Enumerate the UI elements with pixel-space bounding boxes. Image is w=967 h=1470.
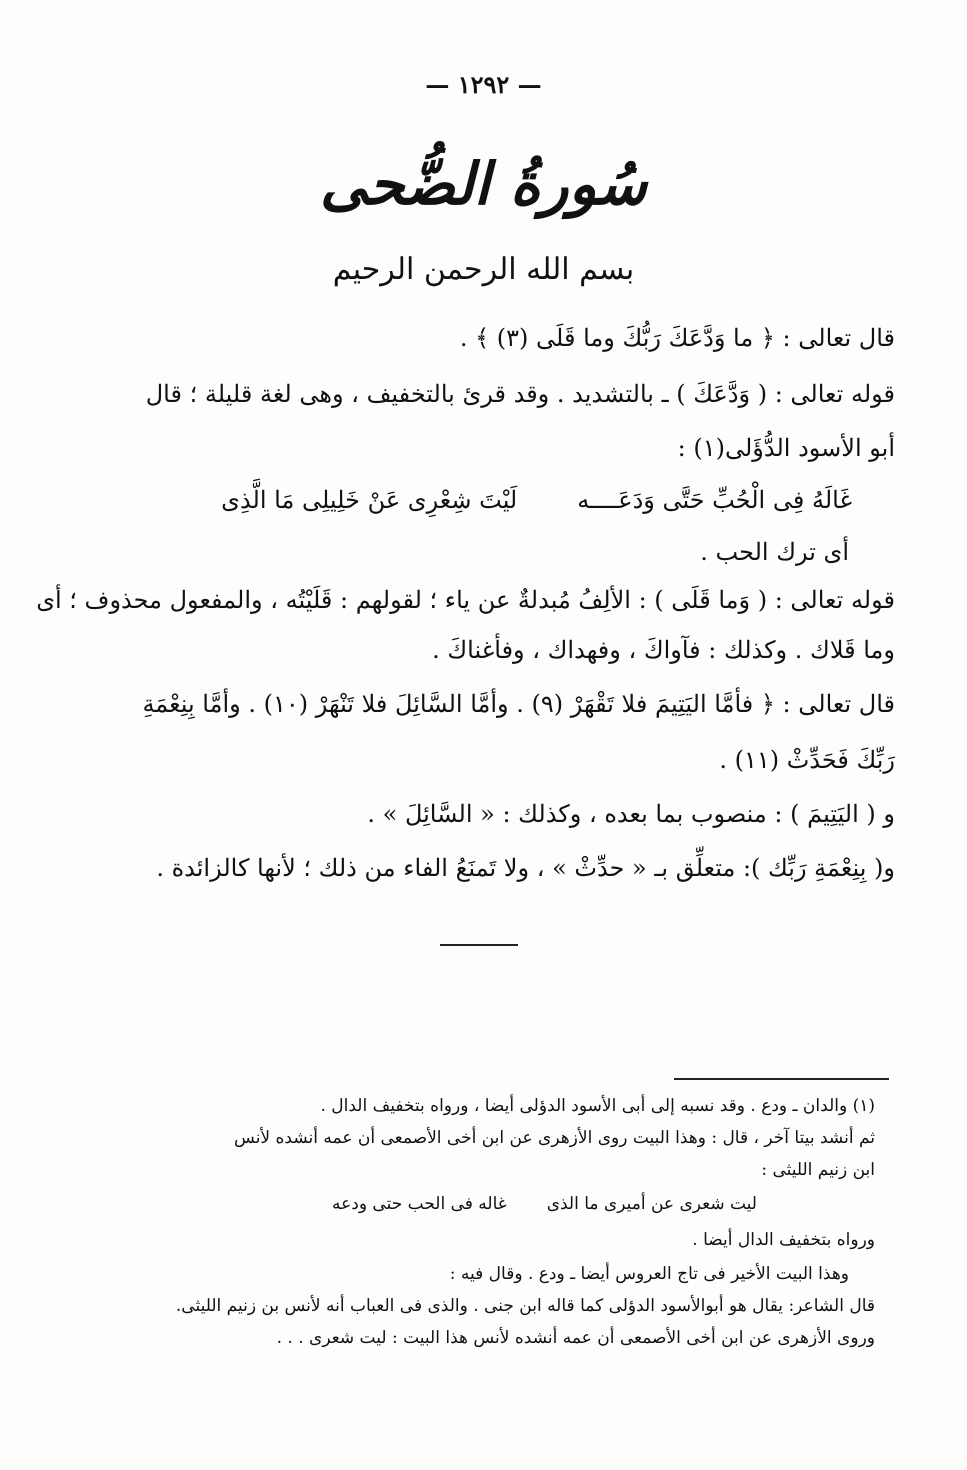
body-line-6: وما قَلاك . وكذلك : فآواكَ ، وفهداك ، وفأغناكَ .	[432, 636, 895, 664]
footnote-line-5: وهذا البيت الأخير فى تاج العروس أيضا ـ ودع . وقال فيه :	[449, 1264, 849, 1284]
footnote-line-4: ورواه بتخفيف الدال أيضا .	[692, 1230, 875, 1250]
footnote-poem-hemistich-2: غاله فى الحب حتى ودعه	[331, 1194, 507, 1214]
footnote-line-3: ابن زنيم الليثى :	[761, 1160, 875, 1180]
footnote-line-1: (١) والدان ـ ودع . وقد نسبه إلى أبى الأسود الدؤلى أيضا ، ورواه بتخفيف الدال .	[320, 1096, 875, 1116]
body-line-5: قوله تعالى : ( وَما قَلَى ) : الألِفُ مُبدلةٌ عن ياء ؛ لقولهم : قَلَيْتُه ، والمفعول محذوف ؛ أى	[36, 586, 895, 614]
body-line-3: أبو الأسود الدُّؤَلى(١) :	[677, 434, 895, 462]
body-line-1: قال تعالى : ﴿ ما وَدَّعَكَ رَبُّكَ وما قَلَى (٣) ﴾ .	[459, 324, 895, 352]
body-line-8: رَبِّكَ فَحَدِّثْ (١١) .	[719, 746, 895, 774]
footnote-poem-hemistich-1: ليت شعرى عن أميرى ما الذى	[546, 1194, 757, 1214]
poem-hemistich-2: غَالَهُ فِى الْحُبِّ حَتَّى وَدَعَــــه	[577, 486, 852, 514]
surah-title: سُورةُ الضُّحى	[319, 150, 647, 218]
poem-verse	[152, 482, 852, 518]
footnote-rule	[674, 1078, 889, 1080]
basmala: بسم الله الرحمن الرحيم	[332, 252, 635, 287]
body-line-9: و ( اليَتِيمَ ) : منصوب بما بعده ، وكذلك : « السَّائِلَ » .	[367, 800, 895, 828]
page-number: — ١٢٩٢ —	[425, 70, 542, 99]
footnote-line-2: ثم أنشد بيتا آخر ، قال : وهذا البيت روى الأزهرى عن ابن أخى الأصمعى أن عمه أنشده لأنس	[234, 1128, 875, 1148]
body-line-2: قوله تعالى : ( وَدَّعَكَ ) ـ بالتشديد . وقد قرئ بالتخفيف ، وهى لغة قليلة ؛ قال	[145, 380, 895, 408]
footnote-line-7: وروى الأزهرى عن ابن أخى الأصمعى أن عمه أنشده لأنس هذا البيت : ليت شعرى . . .	[276, 1328, 875, 1348]
body-line-7: قال تعالى : ﴿ فأمَّا اليَتِيمَ فلا تَقْهَرْ (٩) . وأمَّا السَّائِلَ فلا تَنْهَرْ (١٠) . وأمَّا بِنِعْمَةِ	[142, 690, 895, 718]
footnote-line-6: قال الشاعر: يقال هو أبوالأسود الدؤلى كما قاله ابن جنى . والذى فى العباب أنه لأنس بن زنيم الليثى.	[175, 1296, 875, 1316]
body-line-10: و( بِنِعْمَةِ رَبِّك ): متعلِّق بـ « حدِّثْ » ، ولا تَمنَعُ الفاء من ذلك ؛ لأنها كالزائدة .	[156, 854, 895, 882]
body-line-4: أى ترك الحب .	[700, 538, 849, 566]
section-divider	[440, 944, 518, 946]
poem-hemistich-1: لَيْتَ شِعْرِى عَنْ خَلِيلِى مَا الَّذِى	[221, 486, 518, 514]
footnote-poem	[197, 1190, 757, 1218]
